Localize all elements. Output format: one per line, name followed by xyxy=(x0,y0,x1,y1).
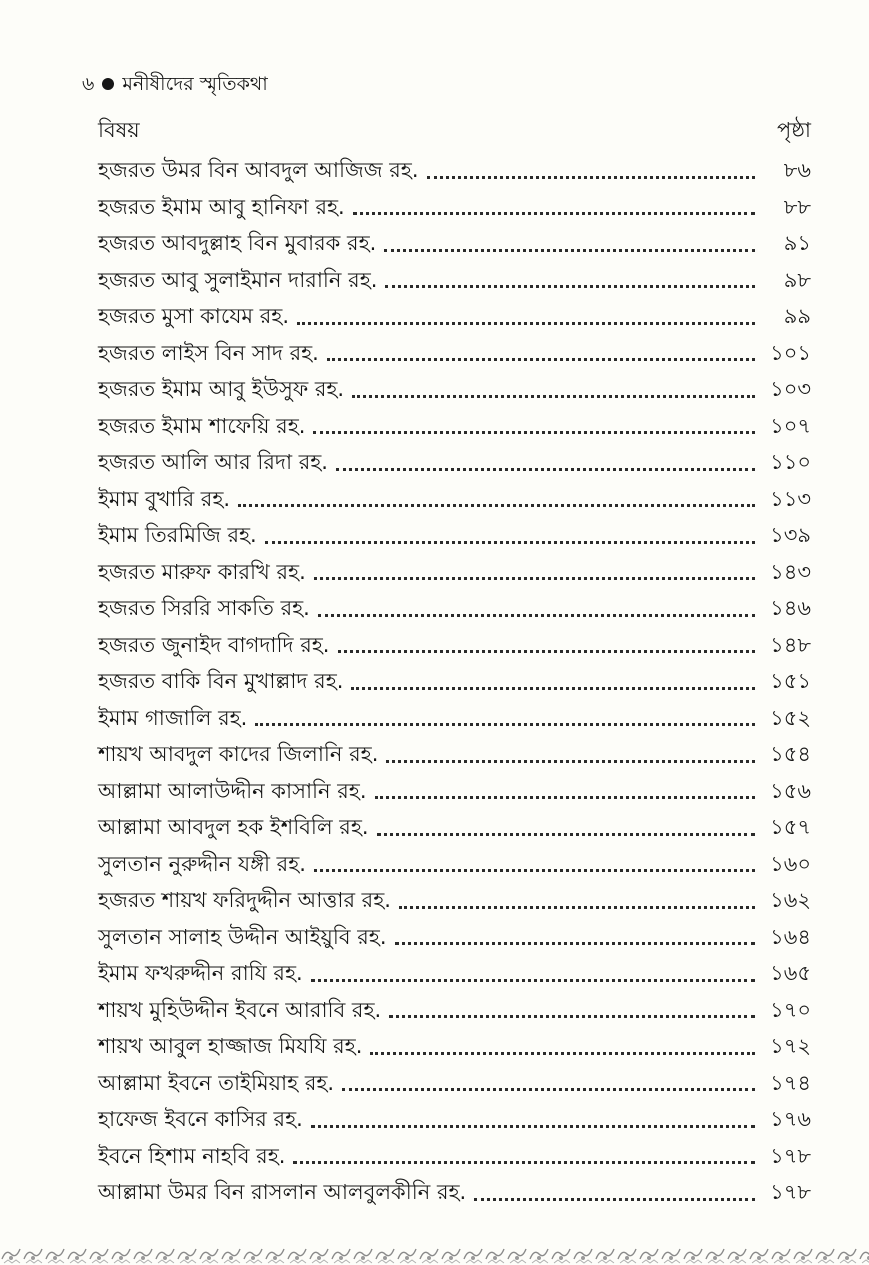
toc-entry-page: ১৭৮ xyxy=(770,1143,811,1168)
toc-entry-title: শায়খ আবুল হাজ্জাজ মিযযি রহ. xyxy=(98,1034,363,1059)
toc-entry-page: ১০৭ xyxy=(770,413,811,438)
toc-entry-title: ইমাম বুখারি রহ. xyxy=(98,486,231,511)
toc-entry-page: ১৭২ xyxy=(770,1034,811,1059)
dot-leader xyxy=(311,979,755,982)
toc-entry xyxy=(98,444,811,481)
toc-entry-page: ১৪৬ xyxy=(770,596,811,621)
page-heading: পৃষ্ঠা xyxy=(776,118,811,142)
toc-entry xyxy=(98,955,811,992)
dot-leader xyxy=(375,796,755,799)
toc-entry xyxy=(98,517,811,554)
toc-entry xyxy=(98,1174,811,1211)
toc-entry xyxy=(98,1138,811,1175)
toc-entry-page: ১৩৯ xyxy=(770,523,811,548)
toc-entry xyxy=(98,1101,811,1138)
toc-entry-title: আল্লামা আলাউদ্দীন কাসানি রহ. xyxy=(98,778,367,803)
toc-entry-page: ৮৮ xyxy=(783,194,811,219)
toc-entry-title: হজরত আবদুল্লাহ বিন মুবারক রহ. xyxy=(98,231,377,256)
toc-entry-page: ১৫২ xyxy=(770,705,811,730)
toc-entry-page: ১৫৬ xyxy=(770,778,811,803)
toc-entry xyxy=(98,1028,811,1065)
dot-leader xyxy=(336,468,755,471)
toc-entry xyxy=(98,627,811,664)
dot-leader xyxy=(384,249,755,252)
toc-entry-title: হজরত উমর বিন আবদুল আজিজ রহ. xyxy=(98,158,419,183)
toc-entry-title: আল্লামা আবদুল হক ইশবিলি রহ. xyxy=(98,815,369,840)
toc-entry-page: ১১৩ xyxy=(770,486,811,511)
dot-leader xyxy=(293,1161,755,1164)
toc-entry-page: ১৪৮ xyxy=(770,632,811,657)
toc-entry-page: ১৭৬ xyxy=(770,1107,811,1132)
running-header xyxy=(82,70,268,98)
dot-leader xyxy=(389,1015,755,1018)
toc-entry xyxy=(98,408,811,445)
toc-entry-page: ৯১ xyxy=(783,231,811,256)
dot-leader xyxy=(255,723,755,726)
dot-leader xyxy=(395,942,755,945)
toc-entry xyxy=(98,1065,811,1102)
dot-leader xyxy=(427,176,755,179)
toc-entry-title: হজরত জুনাইদ বাগদাদি রহ. xyxy=(98,632,330,657)
toc-entry-page: ১১০ xyxy=(770,450,811,475)
toc-entry xyxy=(98,700,811,737)
subject-heading: বিষয় xyxy=(98,118,140,142)
toc-entry xyxy=(98,554,811,591)
toc-entry-title: হজরত শায়খ ফরিদুদ্দীন আত্তার রহ. xyxy=(98,888,391,913)
toc-entry xyxy=(98,736,811,773)
toc-entry-title: শায়খ মুহিউদ্দীন ইবনে আরাবি রহ. xyxy=(98,997,382,1022)
table-of-contents xyxy=(98,152,811,1211)
toc-entry-title: হজরত মারুফ কারখি রহ. xyxy=(98,559,306,584)
toc-entry xyxy=(98,992,811,1029)
toc-entry-page: ১৬০ xyxy=(770,851,811,876)
toc-entry-title: আল্লামা ইবনে তাইমিয়াহ রহ. xyxy=(98,1070,335,1095)
bullet-separator-icon xyxy=(102,78,114,90)
toc-entry xyxy=(98,846,811,883)
dot-leader xyxy=(338,650,756,653)
dot-leader xyxy=(314,577,755,580)
toc-entry-page: ১৪৩ xyxy=(770,559,811,584)
toc-entry-page: ১০৩ xyxy=(770,377,811,402)
toc-entry-title: সুলতান নুরুদ্দীন যঙ্গী রহ. xyxy=(98,851,306,876)
toc-entry-page: ১৫৪ xyxy=(770,742,811,767)
toc-entry xyxy=(98,298,811,335)
toc-entry xyxy=(98,371,811,408)
toc-entry-title: ইমাম ফখরুদ্দীন রাযি রহ. xyxy=(98,961,303,986)
toc-entry-title: শায়খ আবদুল কাদের জিলানি রহ. xyxy=(98,742,379,767)
toc-entry-title: হজরত বাকি বিন মুখাল্লাদ রহ. xyxy=(98,669,344,694)
dot-leader xyxy=(386,760,755,763)
toc-entry-title: হজরত মুসা কাযেম রহ. xyxy=(98,304,290,329)
toc-entry xyxy=(98,809,811,846)
dot-leader xyxy=(297,322,755,325)
toc-entry-title: ইমাম গাজালি রহ. xyxy=(98,705,248,730)
page-number: ৬ xyxy=(82,73,95,95)
toc-entry-page: ১৭৪ xyxy=(770,1070,811,1095)
toc-entry-title: সুলতান সালাহ উদ্দীন আইয়ুবি রহ. xyxy=(98,924,387,949)
toc-entry-title: হজরত ইমাম শাফেয়ি রহ. xyxy=(98,413,306,438)
toc-entry-title: হজরত আলি আর রিদা রহ. xyxy=(98,450,328,475)
toc-entry-title: ইবনে হিশাম নাহবি রহ. xyxy=(98,1143,286,1168)
dot-leader xyxy=(474,1198,755,1201)
toc-column-headings xyxy=(98,110,811,150)
toc-entry xyxy=(98,262,811,299)
toc-entry xyxy=(98,225,811,262)
toc-entry-title: হজরত ইমাম আবু হানিফা রহ. xyxy=(98,194,345,219)
toc-entry-page: ১৭০ xyxy=(770,997,811,1022)
toc-entry xyxy=(98,663,811,700)
dot-leader xyxy=(399,906,755,909)
toc-entry-title: হজরত আবু সুলাইমান দারানি রহ. xyxy=(98,267,378,292)
toc-entry xyxy=(98,335,811,372)
dot-leader xyxy=(318,614,755,617)
toc-entry-title: হজরত সিররি সাকতি রহ. xyxy=(98,596,310,621)
toc-entry-title: হাফেজ ইবনে কাসির রহ. xyxy=(98,1107,303,1132)
toc-entry-title: হজরত লাইস বিন সাদ রহ. xyxy=(98,340,319,365)
toc-entry-page: ১৫১ xyxy=(770,669,811,694)
dot-leader xyxy=(353,212,755,215)
toc-entry xyxy=(98,189,811,226)
toc-entry-page: ১৬৪ xyxy=(770,924,811,949)
toc-entry-page: ৯৮ xyxy=(783,267,811,292)
toc-entry xyxy=(98,152,811,189)
toc-entry xyxy=(98,882,811,919)
dot-leader xyxy=(370,1052,755,1055)
dot-leader xyxy=(314,869,755,872)
decorative-border xyxy=(0,1243,869,1265)
dot-leader xyxy=(377,833,755,836)
toc-entry xyxy=(98,773,811,810)
dot-leader xyxy=(342,1088,755,1091)
dot-leader xyxy=(385,285,755,288)
toc-entry-page: ১৭৮ xyxy=(770,1180,811,1205)
toc-entry-title: হজরত ইমাম আবু ইউসুফ রহ. xyxy=(98,377,345,402)
dot-leader xyxy=(265,541,755,544)
toc-entry-title: ইমাম তিরমিজি রহ. xyxy=(98,523,257,548)
toc-entry-page: ৯৯ xyxy=(783,304,811,329)
dot-leader xyxy=(313,431,755,434)
dot-leader xyxy=(238,504,755,507)
toc-entry-page: ১০১ xyxy=(770,340,811,365)
dot-leader xyxy=(352,395,755,398)
toc-entry-page: ১৫৭ xyxy=(770,815,811,840)
toc-entry-page: ১৬২ xyxy=(770,888,811,913)
toc-entry-page: ১৬৫ xyxy=(770,961,811,986)
toc-entry xyxy=(98,919,811,956)
book-title: মনীষীদের স্মৃতিকথা xyxy=(122,73,268,95)
dot-leader xyxy=(351,687,755,690)
toc-entry-title: আল্লামা উমর বিন রাসলান আলবুলকীনি রহ. xyxy=(98,1180,467,1205)
dot-leader xyxy=(311,1125,755,1128)
dot-leader xyxy=(327,358,755,361)
toc-entry xyxy=(98,481,811,518)
toc-entry-page: ৮৬ xyxy=(783,158,811,183)
toc-entry xyxy=(98,590,811,627)
